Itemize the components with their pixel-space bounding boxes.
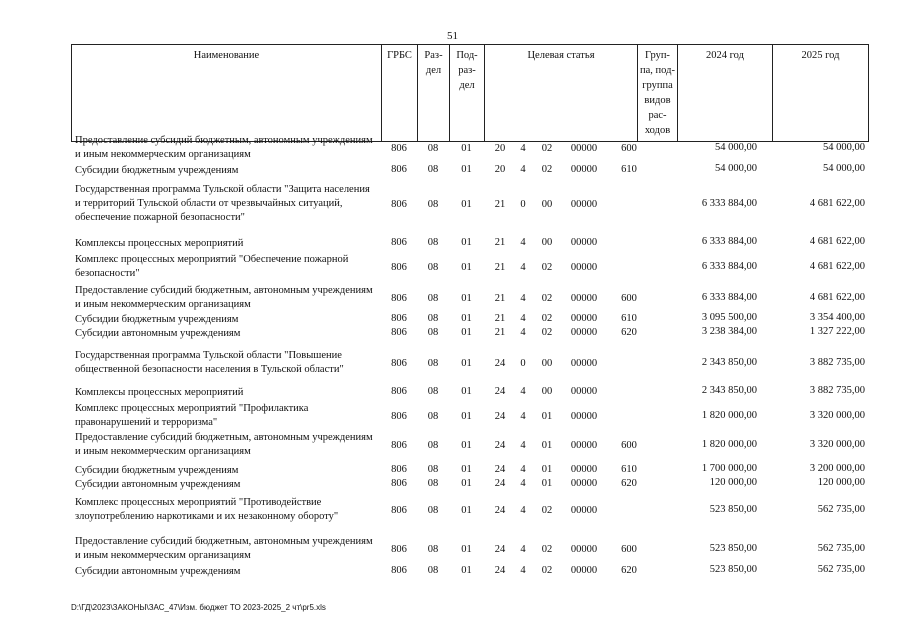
cell-grbs: 806 (391, 262, 407, 273)
row-name: Комплексы процессных мероприятий (75, 238, 244, 249)
cell-grbs: 806 (391, 164, 407, 175)
table-row (71, 478, 868, 492)
cell-grbs: 806 (391, 411, 407, 422)
cell-group: 610 (621, 464, 637, 475)
col-header-group-text: Груп- па, под- группа видов рас- ходов (640, 50, 675, 136)
cell-amount-2025: 3 320 000,00 (809, 439, 865, 450)
cell-razdel: 08 (427, 143, 439, 154)
cell-t4: 00000 (570, 262, 598, 273)
cell-razdel: 08 (427, 293, 439, 304)
table-row (71, 402, 868, 430)
cell-group: 620 (621, 327, 637, 338)
cell-t1: 24 (494, 478, 506, 489)
cell-amount-2025: 1 327 222,00 (809, 326, 865, 337)
cell-t2: 4 (520, 464, 526, 475)
cell-podrazdel: 01 (461, 358, 472, 369)
table-row (71, 327, 868, 341)
cell-t3: 02 (541, 565, 553, 576)
cell-group: 600 (621, 293, 637, 304)
cell-t1: 24 (494, 411, 506, 422)
cell-t4: 00000 (570, 293, 598, 304)
row-name: Субсидии автономным учреждениям (75, 479, 241, 490)
cell-amount-2024: 523 850,00 (709, 564, 757, 575)
cell-razdel: 08 (427, 565, 439, 576)
cell-razdel: 08 (427, 237, 439, 248)
row-name: Государственная программа Тульской области "Повышение общественной безопасности населения в Тульской области" (75, 350, 344, 375)
cell-amount-2024: 3 238 384,00 (701, 326, 757, 337)
cell-group: 600 (621, 440, 637, 451)
row-name: Комплекс процессных мероприятий "Обеспечение пожарной безопасности" (75, 254, 349, 279)
cell-amount-2024: 54 000,00 (715, 163, 757, 174)
table-row (71, 134, 868, 162)
cell-amount-2024: 6 333 884,00 (701, 198, 757, 209)
cell-t2: 4 (520, 544, 526, 555)
cell-t3: 00 (541, 199, 553, 210)
cell-amount-2024: 6 333 884,00 (701, 292, 757, 303)
cell-podrazdel: 01 (461, 143, 472, 154)
table-row (71, 535, 868, 563)
cell-t1: 20 (494, 164, 506, 175)
cell-grbs: 806 (391, 440, 407, 451)
cell-t3: 01 (541, 411, 553, 422)
table-row (71, 349, 868, 377)
cell-razdel: 08 (427, 262, 439, 273)
cell-podrazdel: 01 (461, 293, 472, 304)
col-header-razdel (418, 45, 450, 142)
cell-t3: 02 (541, 327, 553, 338)
cell-t2: 4 (520, 164, 526, 175)
table-row (71, 183, 868, 225)
col-header-podrazdel (450, 45, 485, 142)
cell-grbs: 806 (391, 313, 407, 324)
cell-podrazdel: 01 (461, 411, 472, 422)
col-header-name: Наименование (72, 45, 382, 142)
cell-t3: 02 (541, 505, 553, 516)
table-row (71, 313, 868, 327)
cell-amount-2024: 3 095 500,00 (701, 312, 757, 323)
col-header-2025: 2025 год (773, 45, 869, 142)
cell-amount-2024: 1 700 000,00 (701, 463, 757, 474)
cell-amount-2025: 3 882 735,00 (809, 357, 865, 368)
cell-t1: 21 (494, 237, 506, 248)
cell-razdel: 08 (427, 164, 439, 175)
cell-t2: 4 (520, 327, 526, 338)
cell-t4: 00000 (570, 313, 598, 324)
cell-t2: 4 (520, 505, 526, 516)
cell-amount-2025: 4 681 622,00 (809, 198, 865, 209)
table-row (71, 164, 868, 178)
cell-podrazdel: 01 (461, 386, 472, 397)
cell-amount-2025: 562 735,00 (817, 504, 865, 515)
cell-amount-2024: 6 333 884,00 (701, 261, 757, 272)
cell-t3: 02 (541, 143, 553, 154)
cell-t2: 4 (520, 143, 526, 154)
cell-t2: 4 (520, 565, 526, 576)
cell-t4: 00000 (570, 411, 598, 422)
cell-t4: 00000 (570, 478, 598, 489)
cell-grbs: 806 (391, 237, 407, 248)
cell-t2: 4 (520, 262, 526, 273)
cell-amount-2025: 4 681 622,00 (809, 292, 865, 303)
cell-podrazdel: 01 (461, 505, 472, 516)
cell-t3: 00 (541, 237, 553, 248)
cell-podrazdel: 01 (461, 327, 472, 338)
cell-amount-2024: 120 000,00 (709, 477, 757, 488)
row-name: Субсидии автономным учреждениям (75, 328, 241, 339)
cell-t2: 4 (520, 440, 526, 451)
cell-group: 610 (621, 164, 637, 175)
cell-razdel: 08 (427, 544, 439, 555)
table-header (71, 44, 869, 142)
cell-podrazdel: 01 (461, 199, 472, 210)
cell-t4: 00000 (570, 544, 598, 555)
cell-razdel: 08 (427, 313, 439, 324)
row-name: Государственная программа Тульской области "Защита населения и территорий Тульской области от чрезвычайных ситуаций, обеспечение пожарной безопасности" (75, 184, 370, 223)
row-name: Комплекс процессных мероприятий "Противодействие злоупотреблению наркотиками и их незаконному обороту" (75, 497, 339, 522)
cell-podrazdel: 01 (461, 313, 472, 324)
cell-amount-2024: 2 343 850,00 (701, 357, 757, 368)
cell-group: 610 (621, 313, 637, 324)
cell-amount-2025: 120 000,00 (817, 477, 865, 488)
table-row (71, 284, 868, 312)
cell-amount-2025: 562 735,00 (817, 543, 865, 554)
cell-t4: 00000 (570, 199, 598, 210)
cell-amount-2024: 1 820 000,00 (701, 439, 757, 450)
cell-t3: 02 (541, 544, 553, 555)
cell-podrazdel: 01 (461, 262, 472, 273)
row-name: Комплексы процессных мероприятий (75, 387, 244, 398)
cell-grbs: 806 (391, 464, 407, 475)
cell-t1: 24 (494, 544, 506, 555)
cell-t1: 21 (494, 199, 506, 210)
cell-t1: 21 (494, 313, 506, 324)
col-header-group (638, 45, 678, 142)
cell-razdel: 08 (427, 199, 439, 210)
cell-t4: 00000 (570, 237, 598, 248)
cell-t2: 4 (520, 313, 526, 324)
cell-t4: 00000 (570, 464, 598, 475)
row-name: Предоставление субсидий бюджетным, автономным учреждениям и иным некоммерческим организациям (75, 432, 373, 457)
table-row (71, 496, 868, 524)
cell-t4: 00000 (570, 164, 598, 175)
cell-amount-2025: 3 320 000,00 (809, 410, 865, 421)
table-row (71, 237, 868, 251)
cell-grbs: 806 (391, 478, 407, 489)
cell-t4: 00000 (570, 440, 598, 451)
cell-t1: 21 (494, 327, 506, 338)
row-name: Предоставление субсидий бюджетным, автономным учреждениям и иным некоммерческим организациям (75, 536, 373, 561)
cell-t2: 4 (520, 237, 526, 248)
cell-t1: 24 (494, 464, 506, 475)
row-name: Предоставление субсидий бюджетным, автономным учреждениям и иным некоммерческим организациям (75, 285, 373, 310)
cell-razdel: 08 (427, 505, 439, 516)
cell-amount-2024: 523 850,00 (709, 504, 757, 515)
cell-razdel: 08 (427, 411, 439, 422)
cell-podrazdel: 01 (461, 464, 472, 475)
cell-t4: 00000 (570, 505, 598, 516)
row-name: Предоставление субсидий бюджетным, автономным учреждениям и иным некоммерческим организациям (75, 135, 373, 160)
cell-t1: 20 (494, 143, 506, 154)
cell-group: 600 (621, 143, 637, 154)
cell-t3: 01 (541, 478, 553, 489)
cell-podrazdel: 01 (461, 565, 472, 576)
cell-grbs: 806 (391, 327, 407, 338)
cell-podrazdel: 01 (461, 237, 472, 248)
col-header-2024: 2024 год (678, 45, 773, 142)
row-name: Субсидии бюджетным учреждениям (75, 165, 239, 176)
cell-t1: 24 (494, 565, 506, 576)
cell-t1: 24 (494, 440, 506, 451)
page-number: 51 (447, 30, 458, 42)
cell-t4: 00000 (570, 143, 598, 154)
cell-t3: 00 (541, 358, 553, 369)
cell-t2: 4 (520, 386, 526, 397)
cell-razdel: 08 (427, 358, 439, 369)
row-name: Субсидии бюджетным учреждениям (75, 465, 239, 476)
table-row (71, 565, 868, 579)
cell-amount-2025: 54 000,00 (823, 163, 865, 174)
cell-podrazdel: 01 (461, 478, 472, 489)
cell-amount-2024: 54 000,00 (715, 142, 757, 153)
cell-group: 600 (621, 544, 637, 555)
cell-amount-2024: 1 820 000,00 (701, 410, 757, 421)
row-name: Комплекс процессных мероприятий "Профилактика правонарушений и терроризма" (75, 403, 309, 428)
cell-razdel: 08 (427, 386, 439, 397)
cell-podrazdel: 01 (461, 440, 472, 451)
cell-grbs: 806 (391, 544, 407, 555)
cell-t2: 0 (520, 358, 526, 369)
cell-t1: 24 (494, 505, 506, 516)
col-header-grbs: ГРБС (382, 45, 418, 142)
cell-amount-2025: 3 200 000,00 (809, 463, 865, 474)
cell-amount-2024: 6 333 884,00 (701, 236, 757, 247)
row-name: Субсидии бюджетным учреждениям (75, 314, 239, 325)
cell-grbs: 806 (391, 565, 407, 576)
table-row (71, 253, 868, 281)
cell-amount-2025: 3 882 735,00 (809, 385, 865, 396)
col-header-target: Целевая статья (485, 45, 638, 142)
cell-t1: 24 (494, 386, 506, 397)
cell-t4: 00000 (570, 386, 598, 397)
footer-file-path: D:\ГД\2023\ЗАКОНЫ\ЗАС_47\Изм. бюджет ТО 2023-2025_2 чт\pr5.xls (71, 603, 326, 612)
cell-grbs: 806 (391, 293, 407, 304)
table-row (71, 431, 868, 459)
cell-t3: 01 (541, 464, 553, 475)
cell-amount-2025: 562 735,00 (817, 564, 865, 575)
cell-razdel: 08 (427, 478, 439, 489)
cell-t3: 02 (541, 262, 553, 273)
cell-amount-2025: 3 354 400,00 (809, 312, 865, 323)
cell-amount-2024: 2 343 850,00 (701, 385, 757, 396)
cell-t3: 00 (541, 386, 553, 397)
cell-amount-2025: 4 681 622,00 (809, 261, 865, 272)
cell-podrazdel: 01 (461, 164, 472, 175)
cell-t3: 02 (541, 293, 553, 304)
cell-razdel: 08 (427, 464, 439, 475)
cell-t4: 00000 (570, 327, 598, 338)
cell-group: 620 (621, 478, 637, 489)
table-row (71, 464, 868, 478)
cell-grbs: 806 (391, 199, 407, 210)
cell-amount-2025: 54 000,00 (823, 142, 865, 153)
cell-grbs: 806 (391, 358, 407, 369)
cell-t4: 00000 (570, 358, 598, 369)
cell-razdel: 08 (427, 327, 439, 338)
cell-t4: 00000 (570, 565, 598, 576)
cell-amount-2024: 523 850,00 (709, 543, 757, 554)
cell-razdel: 08 (427, 440, 439, 451)
cell-t3: 02 (541, 164, 553, 175)
cell-t1: 21 (494, 262, 506, 273)
cell-t2: 0 (520, 199, 526, 210)
cell-group: 620 (621, 565, 637, 576)
cell-t3: 01 (541, 440, 553, 451)
col-header-razdel-text: Раз- дел (424, 50, 443, 76)
cell-t2: 4 (520, 478, 526, 489)
row-name: Субсидии автономным учреждениям (75, 566, 241, 577)
cell-grbs: 806 (391, 143, 407, 154)
cell-t1: 21 (494, 293, 506, 304)
cell-grbs: 806 (391, 505, 407, 516)
cell-t2: 4 (520, 293, 526, 304)
cell-amount-2025: 4 681 622,00 (809, 236, 865, 247)
cell-t3: 02 (541, 313, 553, 324)
cell-grbs: 806 (391, 386, 407, 397)
cell-t1: 24 (494, 358, 506, 369)
table-row (71, 386, 868, 400)
cell-podrazdel: 01 (461, 544, 472, 555)
col-header-podrazdel-text: Под- раз- дел (456, 50, 478, 91)
cell-t2: 4 (520, 411, 526, 422)
